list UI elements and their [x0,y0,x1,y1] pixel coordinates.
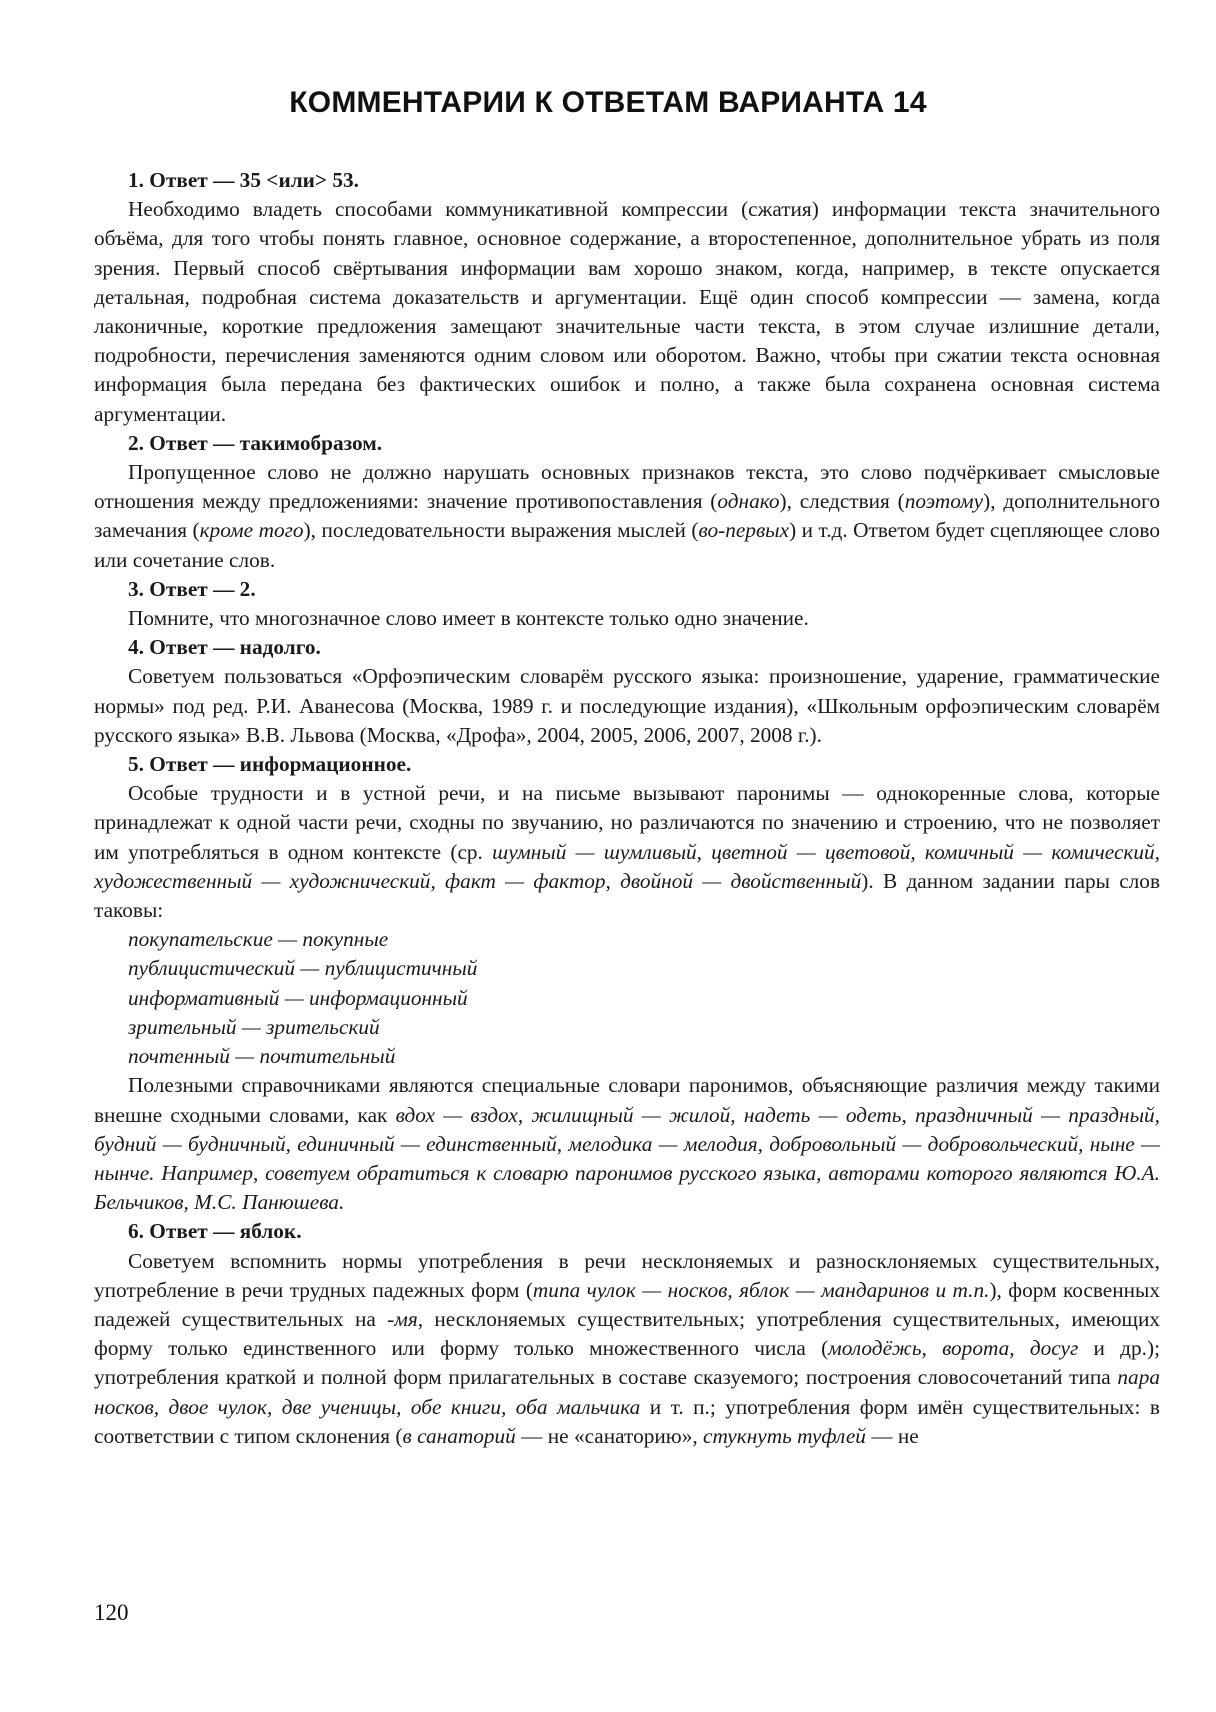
answer-3: 3. Ответ — 2. [128,576,256,601]
paronym-pair: публицистический — публицистичный [128,956,478,981]
page-title: КОММЕНТАРИИ К ОТВЕТАМ ВАРИАНТА 14 [289,86,927,119]
comment-4: Советуем пользоваться «Орфоэпическим словарём русского языка: произношение, ударение, грамматические нормы» под ред. Р.И. Аванесова (Москва, 1989 г. и последующие издания), «Школьным орфоэпическим словарём русского языка» В.В. Львова (Москва, «Дрофа», 2004, 2005, 2006, 2007, 2008 г.). [94,664,1160,747]
comment-5-continued: Полезными справочниками являются специальные словари паронимов, объясняющие различия между такими внешне сходными словами, как вдох — вздох, жилищный — жилой, надеть — одеть, праздничный — праздный, будний — будничный, единичный — единственный, мелодика — мелодия, добровольный — добровольческий, ныне — нынче. Например, советуем обратиться к словарю паронимов русского языка, авторами которого являются Ю.А. Бельчиков, М.С. Панюшева. [94,1073,1160,1215]
comment-5: Особые трудности и в устной речи, и на письме вызывают паронимы — однокоренные слова, которые принадлежат к одной части речи, сходны по звучанию, но различаются по значению и строению, что не позволяет им употребляться в одном контексте (ср. шумный — шумливый, цветной — цветовой, комичный — комический, художественный — художнический, факт — фактор, двойной — двойственный). В данном задании пары слов таковы: [94,781,1161,923]
answer-2: 2. Ответ — такимобразом. [128,430,383,455]
answer-5: 5. Ответ — информационное. [128,752,412,777]
page-number: 120 [94,1600,129,1625]
paronym-pair: зрительный — зрительский [128,1014,380,1039]
comment-2: Пропущенное слово не должно нарушать основных признаков текста, это слово подчёркивает смысловые отношения между предложениями: значение противопоставления (однако), следствия (поэтому), дополнительного замечания (кроме того), последовательности выражения мыслей (во-первых) и т.д. Ответом будет сцепляющее слово или сочетание слов. [94,460,1160,572]
answer-1: 1. Ответ — 35 <или> 53. [128,168,360,192]
paronym-pair: почтенный — почтительный [128,1044,396,1069]
main-text [94,166,1160,1451]
comment-3: Помните, что многозначное слово имеет в контексте только одно значение. [128,606,809,631]
paronym-pair: информативный — информационный [128,985,468,1010]
answer-6: 6. Ответ — яблок. [128,1219,302,1244]
comment-6: Советуем вспомнить нормы употребления в речи несклоняемых и разносклоняемых существительных, употребление в речи трудных падежных форм (типа чулок — носков, яблок — мандаринов и т.п.), форм косвенных падежей существительных на -мя, несклоняемых существительных; употребления существительных, имеющих форму только единственного или форму только множественного числа (молодёжь, ворота, досуг и др.); употребления краткой и полной форм прилагательных в составе сказуемого; построения словосочетаний типа пара носков, двое чулок, две ученицы, обе книги, оба мальчика и т. п.; употребления форм имён существительных: в соответствии с типом склонения (в санаторий — не «санаторию», стукнуть туфлей — не [94,1248,1160,1448]
answer-4: 4. Ответ — надолго. [128,635,321,660]
comment-1: Необходимо владеть способами коммуникативной компрессии (сжатия) информации текста значительного объёма, для того чтобы понять главное, основное содержание, а второстепенное, дополнительное убрать из поля зрения. Первый способ свёртывания информации вам хорошо знаком, когда, например, в тексте опускается детальная, подробная система доказательств и аргументации. Ещё один способ компрессии — замена, когда лаконичные, короткие предложения замещают значительные части текста, в этом случае излишние детали, подробности, перечисления заменяются одним словом или оборотом. Важно, чтобы при сжатии текста основная информация была передана без фактических ошибок и полно, а также была сохранена основная система аргументации. [94,197,1160,426]
paronym-pair: покупательские — покупные [128,927,389,952]
